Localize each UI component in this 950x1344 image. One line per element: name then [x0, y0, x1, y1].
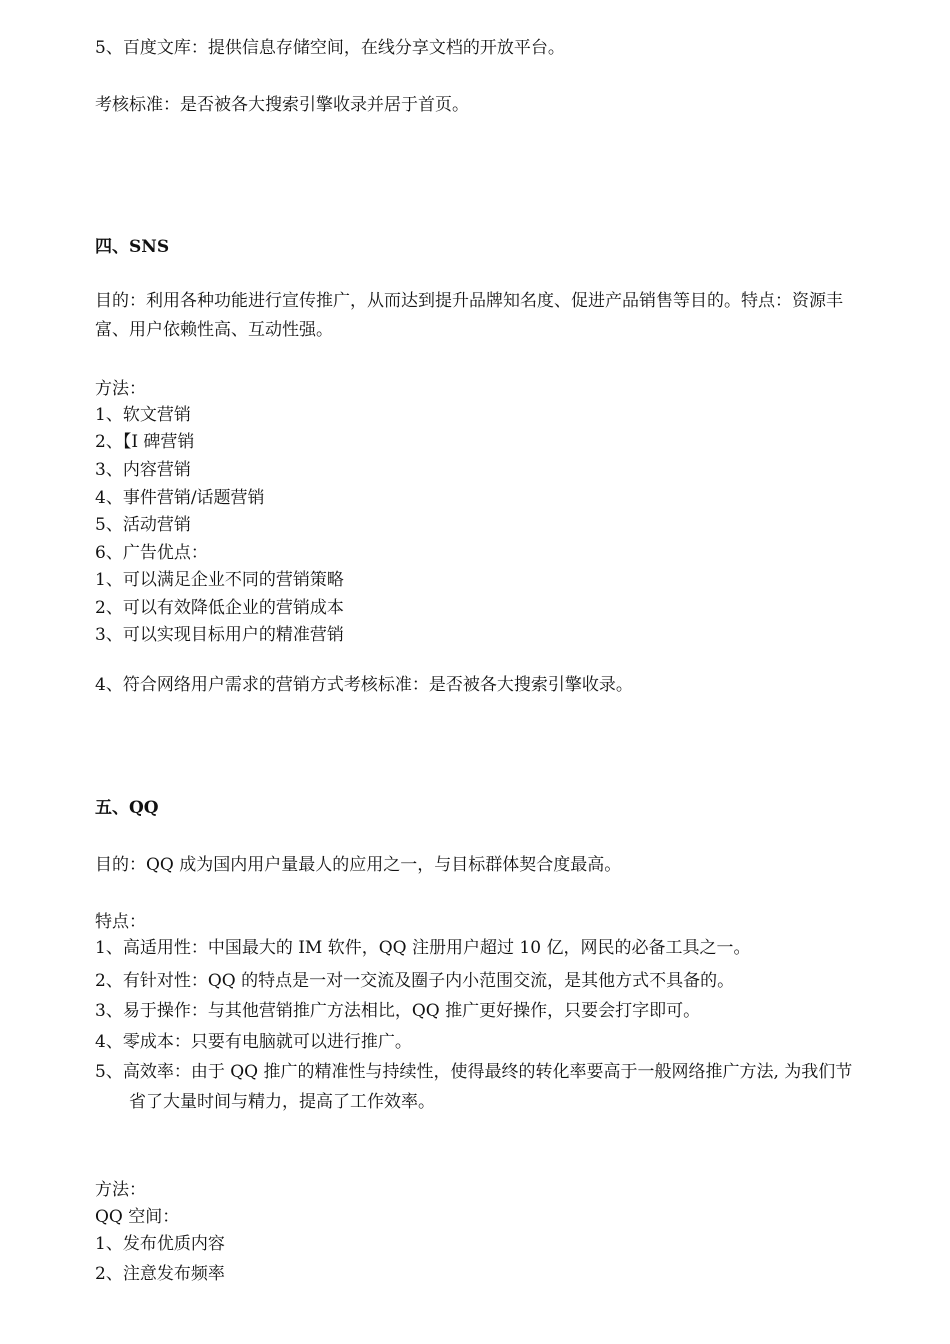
list-item: 4、事件营销/话题营销 [95, 488, 265, 508]
list-item: 2、【I 碑营销 [95, 432, 195, 452]
list-item: 4、符合网络用户需求的营销方式考核标准：是否被各大搜索引擎收录。 [95, 675, 633, 695]
list-item: 2、有针对性：QQ 的特点是一对一交流及圈子内小范围交流，是其他方式不具备的。 [95, 971, 735, 991]
heading-number: 四、 [95, 237, 129, 257]
list-item: 2、注意发布频率 [95, 1264, 225, 1284]
list-item: 3、易于操作：与其他营销推广方法相比，QQ 推广更好操作，只要会打字即可。 [95, 1001, 701, 1021]
paragraph: 目的：利用各种功能进行宣传推广，从而达到提升品牌知名度、促进产品销售等目的。特点：资源丰富、用户依赖性高、互动性强。 [95, 291, 843, 340]
list-item: 1、软文营销 [95, 405, 191, 425]
list-item: 2、可以有效降低企业的营销成本 [95, 598, 344, 618]
heading-title: QQ [129, 798, 159, 818]
text-line: QQ 空间： [95, 1207, 180, 1227]
text-line: 方法： [95, 379, 146, 399]
list-item: 1、发布优质内容 [95, 1234, 225, 1254]
heading-title: SNS [129, 237, 170, 257]
list-item: 4、零成本：只要有电脑就可以进行推广。 [95, 1032, 412, 1052]
list-item: 6、广告优点： [95, 543, 208, 563]
text-line: 目的：QQ 成为国内用户量最人的应用之一，与目标群体契合度最高。 [95, 855, 622, 875]
text-line: 特点： [95, 912, 146, 932]
text-line: 5、百度文库：提供信息存储空间，在线分享文档的开放平台。 [95, 38, 565, 58]
list-item: 5、活动营销 [95, 515, 191, 535]
section-heading-sns [95, 236, 169, 258]
list-item: 1、高适用性：中国最大的 IM 软件，QQ 注册用户超过 10 亿，网民的必备工具之一。 [95, 938, 751, 958]
list-item: 5、高效率：由于 QQ 推广的精准性与持续性，使得最终的转化率要高于一般网络推广方法, 为我们节省了大量时间与精力，提高了工作效率。 [95, 1062, 853, 1112]
heading-number: 五、 [95, 798, 129, 818]
list-item: 3、可以实现目标用户的精准营销 [95, 625, 344, 645]
section-heading-qq [95, 797, 159, 819]
list-item: 3、内容营销 [95, 460, 191, 480]
list-item: 1、可以满足企业不同的营销策略 [95, 570, 344, 590]
text-line: 考核标准：是否被各大搜索引擎收录并居于首页。 [95, 95, 469, 115]
text-line: 方法： [95, 1180, 146, 1200]
